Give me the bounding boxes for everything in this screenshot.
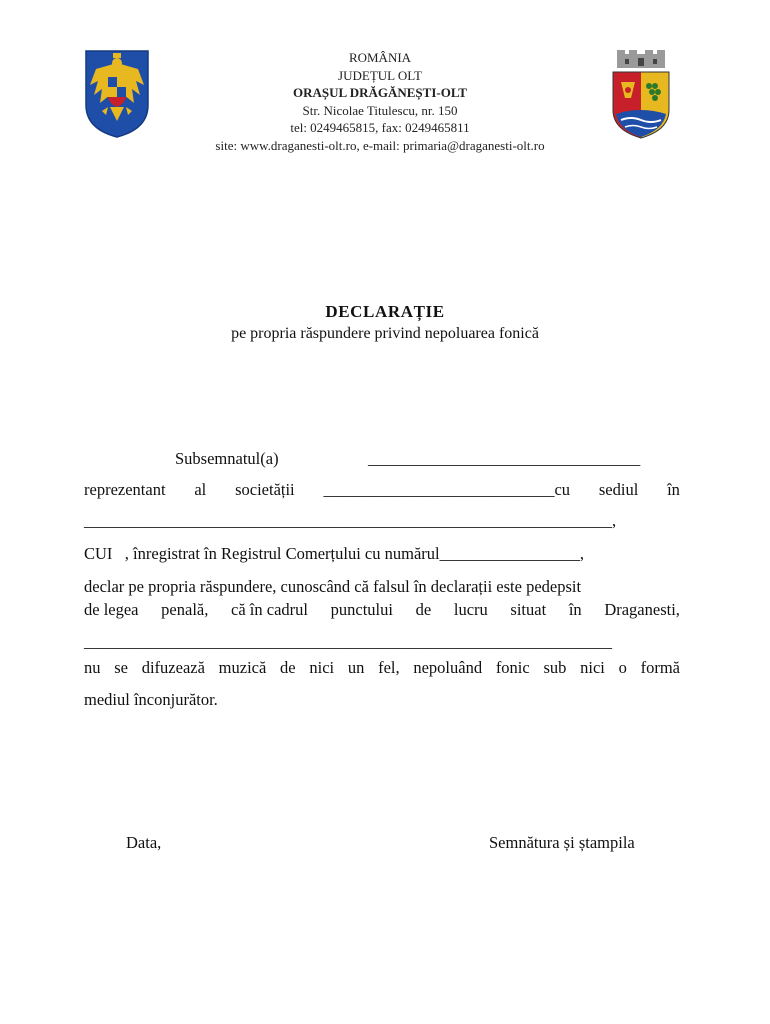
town-name: ORAȘUL DRĂGĂNEȘTI-OLT [293, 85, 467, 100]
company-blank: ____________________________cu [323, 480, 571, 499]
word: că în cadrul [231, 600, 308, 619]
declaration-line: declar pe propria răspundere, cunoscând că falsul în declarații este pedepsit [84, 577, 582, 596]
word: societății [235, 480, 295, 499]
word: reprezentant [84, 480, 166, 499]
word: lucru [453, 600, 488, 619]
letterhead [150, 49, 610, 154]
draganesti-olt-coat-of-arms-icon [607, 48, 675, 140]
word: punctului [330, 600, 393, 619]
name-blank: _________________________________ [368, 449, 641, 468]
country-name: ROMÂNIA [348, 50, 412, 65]
word: în [667, 480, 680, 499]
document-subtitle: pe propria răspundere privind nepoluarea fonică [231, 325, 539, 342]
website-email: site: www.draganesti-olt.ro, e-mail: primaria@draganesti-olt.ro [215, 137, 545, 153]
date-label: Data, [126, 833, 162, 852]
no-music-statement: nu se difuzează muzică de nici un fel, nepoluând fonic sub nici o formă [84, 658, 680, 677]
work-point-blank: ________________________________________________________________ [84, 632, 612, 651]
location-line [84, 600, 680, 620]
word: penală, [161, 600, 209, 619]
registry-number-blank: _________________, [439, 544, 584, 563]
word: sediul [598, 480, 639, 499]
word: Draganesti, [604, 600, 680, 619]
cui-line: CUI , înregistrat în Registrul Comerțului cu numărul_________________, [84, 544, 584, 563]
street-address: Str. Nicolae Titulescu, nr. 150 [302, 102, 458, 118]
word: al [194, 480, 207, 499]
signature-label: Semnătura și ștampila [489, 833, 635, 852]
county-name: JUDEȚUL OLT [338, 67, 422, 83]
word: de [415, 600, 432, 619]
word: situat [510, 600, 547, 619]
address-blank: ________________________________________________________________, [84, 511, 617, 530]
document-title: DECLARAȚIE [325, 302, 445, 321]
representative-line [84, 480, 680, 500]
phone-fax: tel: 0249465815, fax: 0249465811 [290, 120, 470, 135]
environment-line: mediul înconjurător. [84, 690, 218, 709]
word: de legea [84, 600, 139, 619]
romania-coat-of-arms-icon [84, 49, 150, 139]
word: în [568, 600, 582, 619]
subsemnatul-label: Subsemnatul(a) [175, 449, 279, 468]
